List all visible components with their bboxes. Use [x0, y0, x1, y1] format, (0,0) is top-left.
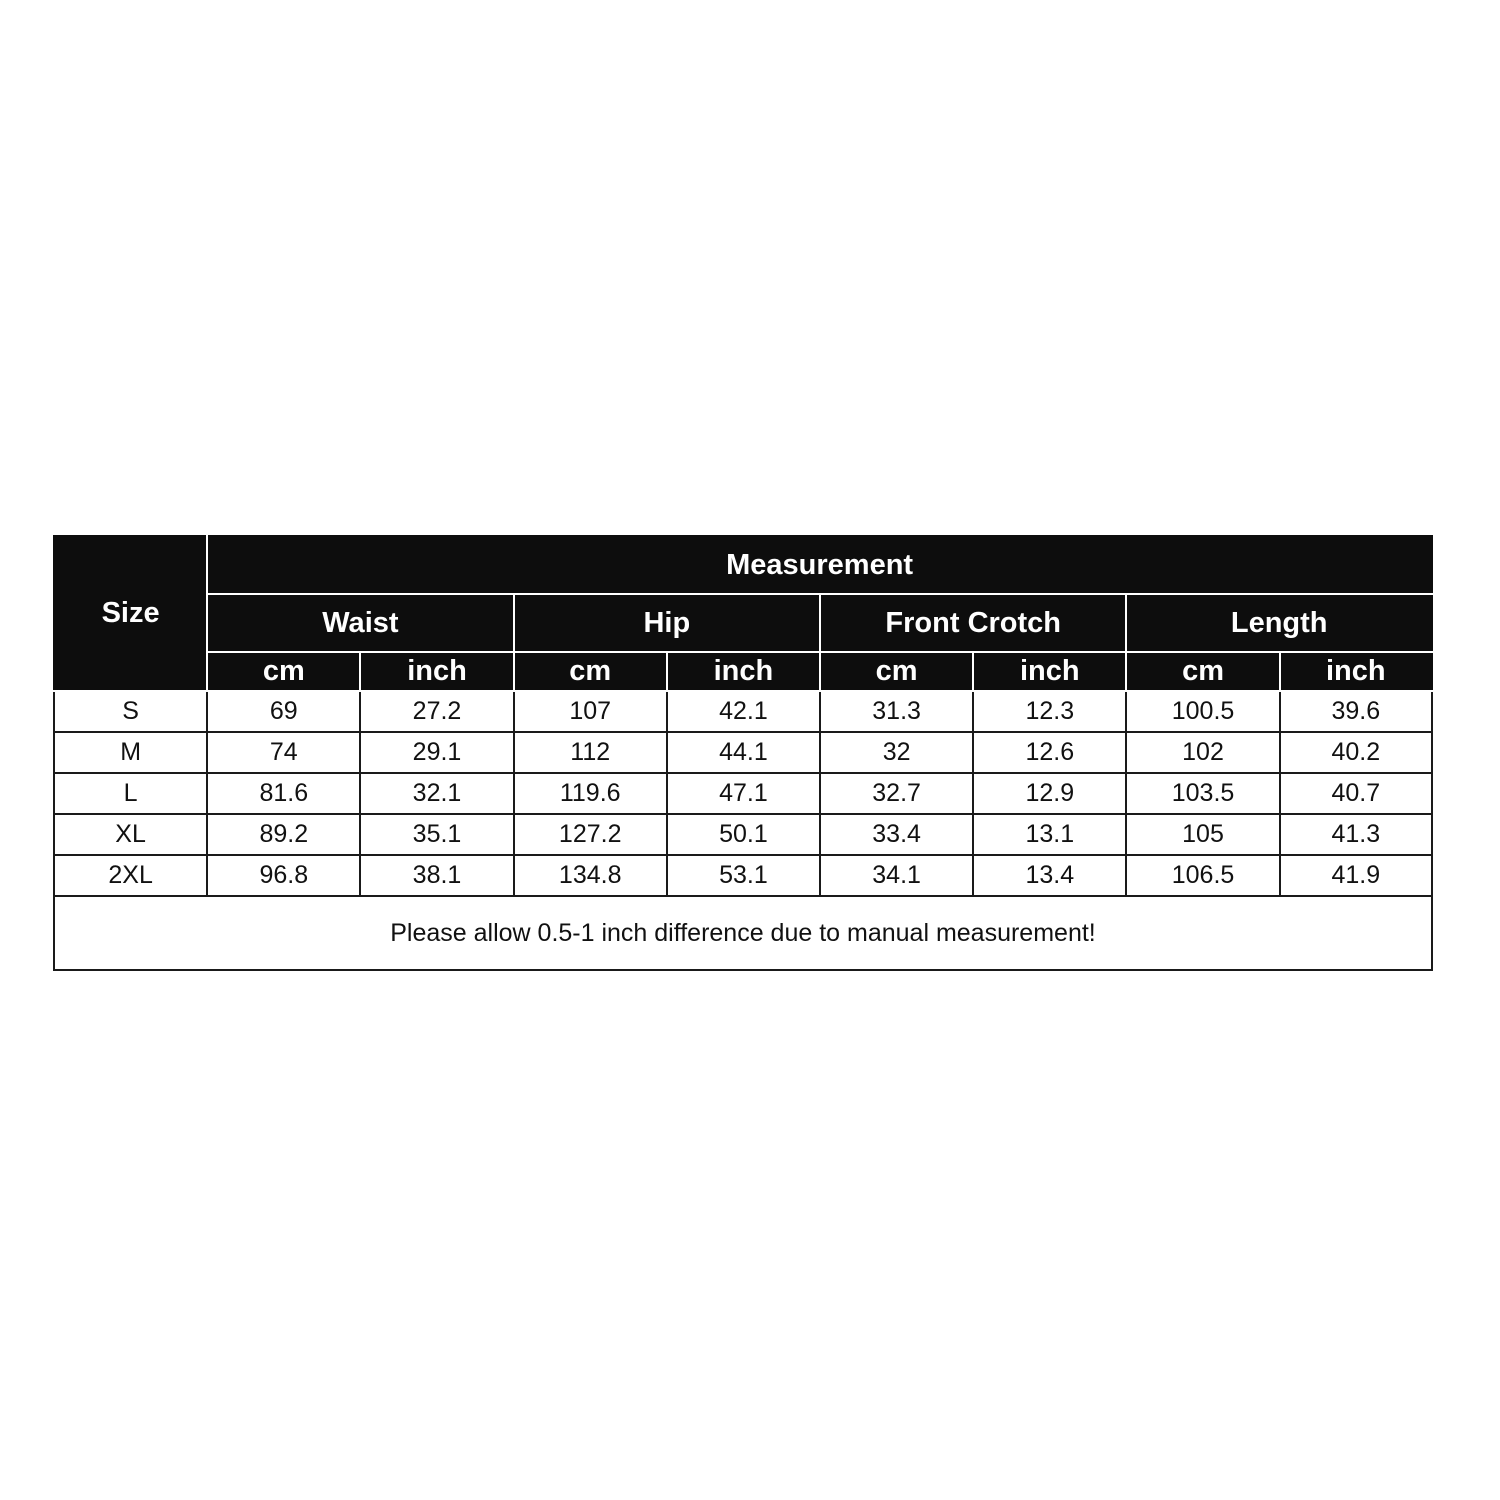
- table-row: [54, 773, 1432, 814]
- value-cell: 38.1: [360, 855, 513, 896]
- length-header: Length: [1126, 594, 1432, 652]
- value-cell: 50.1: [667, 814, 820, 855]
- value-cell: 81.6: [207, 773, 360, 814]
- value-cell: 12.3: [973, 691, 1126, 732]
- value-cell: 127.2: [514, 814, 667, 855]
- value-cell: 12.9: [973, 773, 1126, 814]
- size-cell: 2XL: [54, 855, 207, 896]
- value-cell: 29.1: [360, 732, 513, 773]
- value-cell: 40.7: [1280, 773, 1432, 814]
- value-cell: 32: [820, 732, 973, 773]
- value-cell: 31.3: [820, 691, 973, 732]
- value-cell: 39.6: [1280, 691, 1432, 732]
- table-body: [54, 691, 1432, 896]
- value-cell: 13.4: [973, 855, 1126, 896]
- header-row-groups: [54, 594, 1432, 652]
- unit-header-cm: cm: [207, 652, 360, 691]
- value-cell: 105: [1126, 814, 1279, 855]
- size-cell: M: [54, 732, 207, 773]
- value-cell: 47.1: [667, 773, 820, 814]
- unit-header-inch: inch: [1280, 652, 1432, 691]
- value-cell: 74: [207, 732, 360, 773]
- value-cell: 53.1: [667, 855, 820, 896]
- value-cell: 35.1: [360, 814, 513, 855]
- size-chart-table: [53, 535, 1433, 971]
- size-header: Size: [54, 536, 207, 691]
- table-row: [54, 855, 1432, 896]
- unit-header-cm: cm: [1126, 652, 1279, 691]
- value-cell: 107: [514, 691, 667, 732]
- unit-header-inch: inch: [973, 652, 1126, 691]
- value-cell: 32.7: [820, 773, 973, 814]
- size-cell: L: [54, 773, 207, 814]
- table-row: [54, 814, 1432, 855]
- value-cell: 119.6: [514, 773, 667, 814]
- table-row: [54, 691, 1432, 732]
- table-row: [54, 732, 1432, 773]
- value-cell: 44.1: [667, 732, 820, 773]
- unit-header-cm: cm: [514, 652, 667, 691]
- value-cell: 12.6: [973, 732, 1126, 773]
- front-crotch-header: Front Crotch: [820, 594, 1126, 652]
- hip-header: Hip: [514, 594, 820, 652]
- value-cell: 134.8: [514, 855, 667, 896]
- size-cell: S: [54, 691, 207, 732]
- table-header: [54, 536, 1432, 691]
- measurement-header: Measurement: [207, 536, 1432, 594]
- value-cell: 112: [514, 732, 667, 773]
- waist-header: Waist: [207, 594, 513, 652]
- header-row-top: [54, 536, 1432, 594]
- value-cell: 41.3: [1280, 814, 1432, 855]
- value-cell: 32.1: [360, 773, 513, 814]
- value-cell: 96.8: [207, 855, 360, 896]
- value-cell: 34.1: [820, 855, 973, 896]
- unit-header-inch: inch: [667, 652, 820, 691]
- value-cell: 42.1: [667, 691, 820, 732]
- value-cell: 69: [207, 691, 360, 732]
- value-cell: 40.2: [1280, 732, 1432, 773]
- value-cell: 103.5: [1126, 773, 1279, 814]
- value-cell: 106.5: [1126, 855, 1279, 896]
- header-row-units: [54, 652, 1432, 691]
- unit-header-inch: inch: [360, 652, 513, 691]
- unit-header-cm: cm: [820, 652, 973, 691]
- value-cell: 41.9: [1280, 855, 1432, 896]
- value-cell: 27.2: [360, 691, 513, 732]
- value-cell: 102: [1126, 732, 1279, 773]
- size-cell: XL: [54, 814, 207, 855]
- value-cell: 13.1: [973, 814, 1126, 855]
- value-cell: 100.5: [1126, 691, 1279, 732]
- note-row: [54, 896, 1432, 970]
- measurement-note: Please allow 0.5-1 inch difference due to manual measurement!: [54, 896, 1432, 970]
- value-cell: 33.4: [820, 814, 973, 855]
- table-footer: [54, 896, 1432, 970]
- value-cell: 89.2: [207, 814, 360, 855]
